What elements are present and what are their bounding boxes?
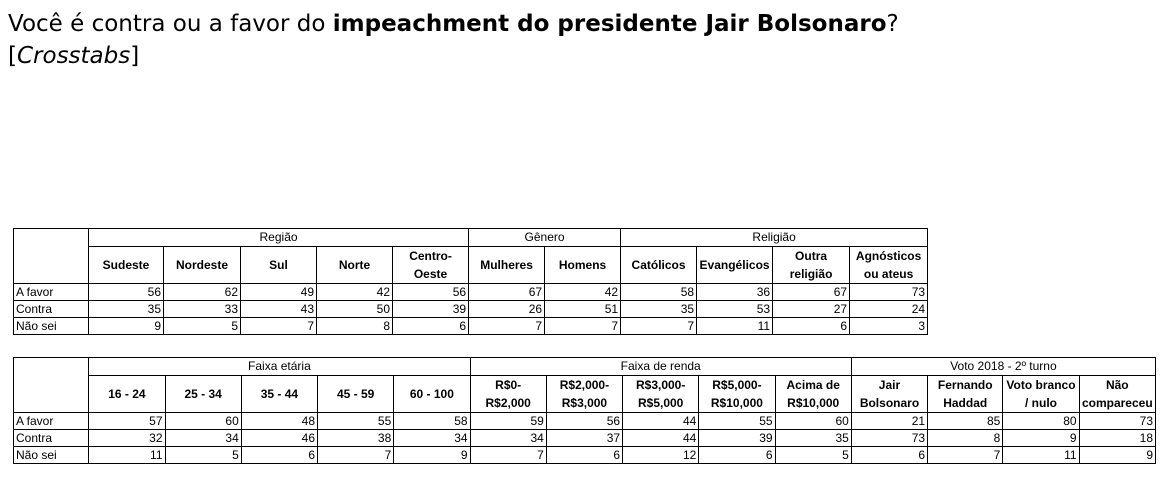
column-header-row bbox=[14, 376, 1156, 413]
value-cell: 7 bbox=[470, 447, 546, 464]
value-cell: 7 bbox=[928, 447, 1003, 464]
title-prefix: Você é contra ou a favor do bbox=[8, 11, 333, 37]
group-header: Região bbox=[89, 229, 469, 247]
value-cell: 7 bbox=[545, 318, 621, 335]
value-cell: 44 bbox=[623, 430, 699, 447]
group-header-row bbox=[14, 358, 1156, 376]
column-header: Nordeste bbox=[164, 247, 241, 284]
row-label: Não sei bbox=[14, 447, 89, 464]
column-header: Outra religião bbox=[773, 247, 850, 284]
title-sub-open: [ bbox=[8, 43, 17, 69]
row-label: Não sei bbox=[14, 318, 89, 335]
column-header: R$0-R$2,000 bbox=[470, 376, 546, 413]
value-cell: 11 bbox=[89, 447, 165, 464]
value-cell: 24 bbox=[850, 301, 928, 318]
table-row bbox=[14, 413, 1156, 430]
value-cell: 36 bbox=[697, 284, 773, 301]
value-cell: 56 bbox=[393, 284, 469, 301]
value-cell: 39 bbox=[699, 430, 775, 447]
column-header: Jair Bolsonaro bbox=[851, 376, 927, 413]
value-cell: 32 bbox=[89, 430, 165, 447]
title-bold: impeachment do presidente Jair Bolsonaro bbox=[332, 11, 887, 37]
column-header: Mulheres bbox=[469, 247, 545, 284]
value-cell: 73 bbox=[1079, 413, 1155, 430]
column-header: Norte bbox=[317, 247, 393, 284]
value-cell: 9 bbox=[89, 318, 164, 335]
value-cell: 26 bbox=[469, 301, 545, 318]
value-cell: 33 bbox=[164, 301, 241, 318]
value-cell: 34 bbox=[470, 430, 546, 447]
value-cell: 11 bbox=[697, 318, 773, 335]
value-cell: 67 bbox=[469, 284, 545, 301]
title-suffix: ? bbox=[886, 11, 899, 37]
value-cell: 7 bbox=[241, 318, 317, 335]
value-cell: 12 bbox=[623, 447, 699, 464]
value-cell: 39 bbox=[393, 301, 469, 318]
value-cell: 57 bbox=[89, 413, 165, 430]
value-cell: 42 bbox=[545, 284, 621, 301]
value-cell: 46 bbox=[241, 430, 317, 447]
group-header: Religião bbox=[621, 229, 928, 247]
value-cell: 37 bbox=[546, 430, 622, 447]
value-cell: 7 bbox=[621, 318, 697, 335]
value-cell: 48 bbox=[241, 413, 317, 430]
value-cell: 38 bbox=[318, 430, 394, 447]
value-cell: 73 bbox=[850, 284, 928, 301]
value-cell: 42 bbox=[317, 284, 393, 301]
table-row bbox=[14, 301, 928, 318]
column-header: Acima de R$10,000 bbox=[775, 376, 851, 413]
value-cell: 49 bbox=[241, 284, 317, 301]
corner-cell bbox=[14, 358, 89, 413]
column-header: Católicos bbox=[621, 247, 697, 284]
value-cell: 7 bbox=[318, 447, 394, 464]
group-header: Faixa etária bbox=[89, 358, 470, 376]
value-cell: 50 bbox=[317, 301, 393, 318]
column-header: 60 - 100 bbox=[394, 376, 470, 413]
value-cell: 55 bbox=[699, 413, 775, 430]
value-cell: 35 bbox=[621, 301, 697, 318]
value-cell: 73 bbox=[851, 430, 927, 447]
value-cell: 34 bbox=[394, 430, 470, 447]
column-header: 25 - 34 bbox=[165, 376, 241, 413]
value-cell: 3 bbox=[850, 318, 928, 335]
group-header-row bbox=[14, 229, 928, 247]
row-label: Contra bbox=[14, 301, 89, 318]
title-sub-close: ] bbox=[130, 43, 140, 69]
value-cell: 35 bbox=[89, 301, 164, 318]
value-cell: 27 bbox=[773, 301, 850, 318]
column-header: R$2,000-R$3,000 bbox=[546, 376, 622, 413]
column-header: 35 - 44 bbox=[241, 376, 317, 413]
column-header: Voto branco / nulo bbox=[1003, 376, 1079, 413]
value-cell: 35 bbox=[775, 430, 851, 447]
row-label: A favor bbox=[14, 284, 89, 301]
value-cell: 7 bbox=[469, 318, 545, 335]
column-header: Centro-Oeste bbox=[393, 247, 469, 284]
value-cell: 9 bbox=[1003, 430, 1079, 447]
column-header: R$5,000-R$10,000 bbox=[699, 376, 775, 413]
table-row bbox=[14, 284, 928, 301]
value-cell: 5 bbox=[165, 447, 241, 464]
page-title bbox=[8, 8, 899, 72]
column-header: Sul bbox=[241, 247, 317, 284]
crosstab-table-age-income-vote bbox=[13, 357, 1156, 464]
column-header: R$3,000-R$5,000 bbox=[623, 376, 699, 413]
table-row bbox=[14, 430, 1156, 447]
value-cell: 44 bbox=[623, 413, 699, 430]
column-header-row bbox=[14, 247, 928, 284]
value-cell: 9 bbox=[1079, 447, 1155, 464]
row-label: A favor bbox=[14, 413, 89, 430]
value-cell: 62 bbox=[164, 284, 241, 301]
group-header: Faixa de renda bbox=[470, 358, 851, 376]
title-sub: Crosstabs bbox=[16, 43, 131, 69]
value-cell: 59 bbox=[470, 413, 546, 430]
column-header: 16 - 24 bbox=[89, 376, 165, 413]
value-cell: 85 bbox=[928, 413, 1003, 430]
value-cell: 8 bbox=[928, 430, 1003, 447]
value-cell: 43 bbox=[241, 301, 317, 318]
value-cell: 51 bbox=[545, 301, 621, 318]
value-cell: 56 bbox=[89, 284, 164, 301]
value-cell: 60 bbox=[165, 413, 241, 430]
value-cell: 6 bbox=[699, 447, 775, 464]
value-cell: 58 bbox=[394, 413, 470, 430]
value-cell: 6 bbox=[851, 447, 927, 464]
column-header: Homens bbox=[545, 247, 621, 284]
column-header: Não compareceu bbox=[1079, 376, 1155, 413]
row-label: Contra bbox=[14, 430, 89, 447]
table-row bbox=[14, 318, 928, 335]
value-cell: 8 bbox=[317, 318, 393, 335]
value-cell: 6 bbox=[546, 447, 622, 464]
value-cell: 55 bbox=[318, 413, 394, 430]
group-header: Voto 2018 - 2º turno bbox=[851, 358, 1155, 376]
column-header: Evangélicos bbox=[697, 247, 773, 284]
value-cell: 5 bbox=[775, 447, 851, 464]
value-cell: 5 bbox=[164, 318, 241, 335]
column-header: 45 - 59 bbox=[318, 376, 394, 413]
value-cell: 34 bbox=[165, 430, 241, 447]
column-header: Sudeste bbox=[89, 247, 164, 284]
crosstab-table-region-gender-religion bbox=[13, 228, 928, 335]
value-cell: 53 bbox=[697, 301, 773, 318]
value-cell: 11 bbox=[1003, 447, 1079, 464]
value-cell: 56 bbox=[546, 413, 622, 430]
corner-cell bbox=[14, 229, 89, 284]
value-cell: 6 bbox=[393, 318, 469, 335]
column-header: Fernando Haddad bbox=[928, 376, 1003, 413]
value-cell: 80 bbox=[1003, 413, 1079, 430]
group-header: Gênero bbox=[469, 229, 621, 247]
value-cell: 9 bbox=[394, 447, 470, 464]
value-cell: 21 bbox=[851, 413, 927, 430]
value-cell: 18 bbox=[1079, 430, 1155, 447]
column-header: Agnósticos ou ateus bbox=[850, 247, 928, 284]
value-cell: 58 bbox=[621, 284, 697, 301]
value-cell: 67 bbox=[773, 284, 850, 301]
table-row bbox=[14, 447, 1156, 464]
value-cell: 6 bbox=[241, 447, 317, 464]
value-cell: 6 bbox=[773, 318, 850, 335]
value-cell: 60 bbox=[775, 413, 851, 430]
